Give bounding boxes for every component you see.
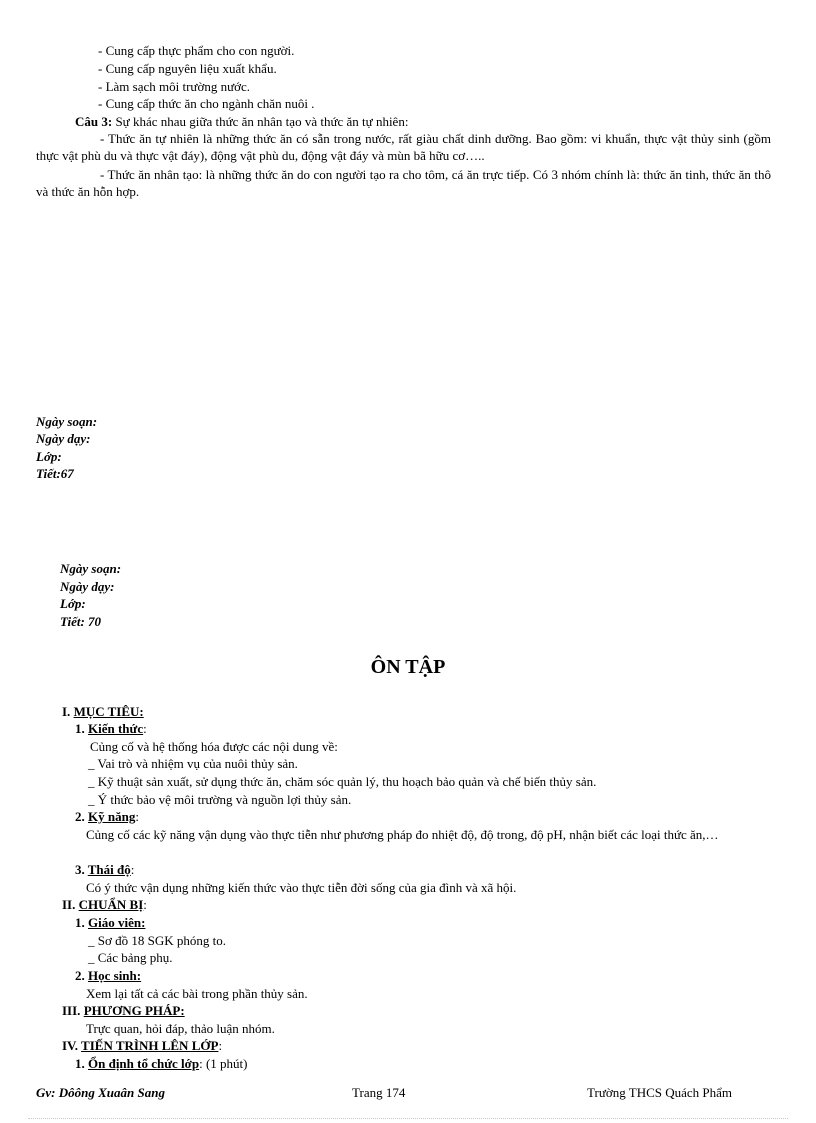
subsection-skills: [75, 808, 139, 825]
section-heading-method: [62, 1002, 185, 1019]
list-item: _ Ý thức bảo vệ môi trường và nguồn lợi thủy sản.: [88, 792, 352, 807]
section-number: I.: [62, 704, 74, 719]
section-title: TIẾN TRÌNH LÊN LỚP: [81, 1038, 219, 1053]
skills-paragraph: Củng cố các kỹ năng vận dụng vào thực tiễn như phương pháp đo nhiệt độ, độ trong, độ pH, nhận biết các loại thức ăn,…: [86, 827, 719, 842]
lesson-date-taught-label: Ngày dạy:: [60, 579, 115, 594]
footer-divider: [28, 1118, 788, 1119]
list-item: _ Vai trò và nhiệm vụ của nuôi thủy sản.: [88, 756, 298, 771]
lesson-date-prepared-label: Ngày soạn:: [60, 561, 122, 576]
subsection-title: Kỹ năng: [88, 809, 136, 824]
question-3: [75, 113, 408, 130]
list-item: - Cung cấp thực phẩm cho con người.: [98, 43, 295, 58]
subsection-students: [75, 967, 141, 984]
subsection-title: Ổn định tổ chức lớp: [88, 1056, 200, 1071]
subsection-number: 3.: [75, 862, 88, 877]
list-item: - Làm sạch môi trường nước.: [98, 79, 251, 94]
subsection-knowledge: [75, 720, 147, 737]
students-paragraph: Xem lại tất cả các bài trong phần thủy sản.: [86, 986, 308, 1001]
subsection-detail: : (1 phút): [199, 1056, 248, 1071]
list-item: Củng cố và hệ thống hóa được các nội dung về:: [90, 739, 338, 754]
section-number: IV.: [62, 1038, 82, 1053]
lesson-class-label: Lớp:: [60, 596, 86, 611]
section-heading-procedure: [62, 1037, 222, 1054]
lesson-period-label: Tiết:67: [36, 466, 74, 481]
footer-page-number: Trang 174: [352, 1085, 406, 1100]
section-number: III.: [62, 1003, 84, 1018]
subsection-number: 1.: [75, 721, 88, 736]
question-text: Sự khác nhau giữa thức ăn nhân tạo và thức ăn tự nhiên:: [112, 114, 409, 129]
lesson-class-label: Lớp:: [36, 449, 62, 464]
list-item: _ Sơ đồ 18 SGK phóng to.: [88, 933, 226, 948]
lesson-date-taught-label: Ngày dạy:: [36, 431, 91, 446]
subsection-colon: :: [143, 721, 147, 736]
method-paragraph: Trực quan, hỏi đáp, thảo luận nhóm.: [86, 1021, 275, 1036]
subsection-colon: :: [130, 862, 135, 877]
section-number: II.: [62, 897, 79, 912]
section-colon: :: [143, 897, 147, 912]
subsection-title: Học sinh:: [88, 968, 142, 983]
footer-school: Trường THCS Quách Phẩm: [587, 1085, 733, 1100]
list-item: - Cung cấp nguyên liệu xuất khẩu.: [98, 61, 277, 76]
page-title: ÔN TẬP: [370, 656, 446, 678]
subsection-number: 2.: [75, 809, 88, 824]
subsection-number: 1.: [75, 915, 88, 930]
subsection-attitude: [75, 861, 134, 878]
list-item: _ Các bảng phụ.: [88, 950, 173, 965]
section-title: CHUẨN BỊ: [78, 897, 144, 912]
subsection-colon: :: [135, 809, 139, 824]
footer-author: Gv: Dôông Xuaân Sang: [36, 1085, 165, 1100]
subsection-title: Kiến thức: [88, 721, 144, 736]
question-label: Câu 3:: [75, 114, 113, 129]
subsection-class-organization: [75, 1055, 247, 1072]
section-heading-objectives: [62, 703, 144, 720]
section-heading-preparation: [62, 896, 147, 913]
answer-paragraph-artificial-food: - Thức ăn nhân tạo: là những thức ăn do con người tạo ra cho tôm, cá ăn trực tiếp. Có 3 nhóm chính là: thức ăn tinh, thức ăn thô và thức ăn hỗn hợp.: [36, 167, 771, 199]
attitude-paragraph: Có ý thức vận dụng những kiến thức vào thực tiễn đời sống của gia đình và xã hội.: [86, 880, 517, 895]
lesson-date-prepared-label: Ngày soạn:: [36, 414, 98, 429]
list-item: - Cung cấp thức ăn cho ngành chăn nuôi .: [98, 96, 315, 111]
list-item: _ Kỹ thuật sản xuất, sử dụng thức ăn, chăm sóc quản lý, thu hoạch bảo quản và chế biến thủy sản.: [88, 774, 597, 789]
lesson-period-label: Tiết: 70: [60, 614, 102, 629]
subsection-number: 1.: [75, 1056, 88, 1071]
section-title: MỤC TIÊU:: [73, 704, 144, 719]
section-title: PHƯƠNG PHÁP:: [83, 1003, 185, 1018]
subsection-teacher: [75, 914, 145, 931]
section-colon: :: [218, 1038, 223, 1053]
answer-paragraph-natural-food: - Thức ăn tự nhiên là những thức ăn có sẵn trong nước, rất giàu chất dinh dưỡng. Bao gồm: vi khuẩn, thực vật thủy sinh (gồm thực vật phù du và thực vật đáy), động vật phù du, động vật đáy và mùn bã hữu cơ…..: [36, 131, 771, 163]
subsection-title: Thái độ: [87, 862, 131, 877]
subsection-title: Giáo viên:: [88, 915, 146, 930]
subsection-number: 2.: [75, 968, 88, 983]
